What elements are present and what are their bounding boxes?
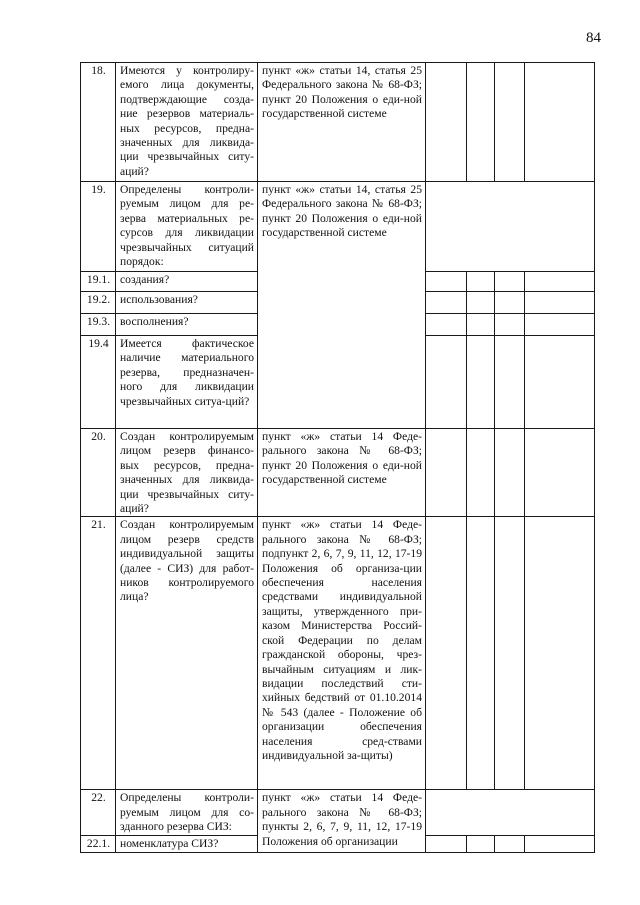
item-number: 22.	[81, 790, 116, 836]
answer-na-cell[interactable]	[495, 336, 525, 429]
note-cell[interactable]	[525, 429, 595, 517]
note-cell[interactable]	[525, 336, 595, 429]
note-cell[interactable]	[525, 292, 595, 314]
note-cell[interactable]	[525, 272, 595, 292]
question-text: Имеется фактическое наличие материального резерва, предназначен-ного для ликвидации чрезвычайных ситуа-ций?	[116, 336, 258, 429]
question-text: создания?	[116, 272, 258, 292]
answer-merged-cell	[426, 182, 595, 272]
question-text: восполнения?	[116, 314, 258, 336]
legal-reference: пункт «ж» статьи 14 Феде-рального закона № 68-ФЗ; пункт 20 Положения о еди-ной государственной системе	[258, 429, 426, 517]
item-number: 19.1.	[81, 272, 116, 292]
answer-no-cell[interactable]	[467, 336, 495, 429]
answer-no-cell[interactable]	[467, 836, 495, 852]
answer-no-cell[interactable]	[467, 517, 495, 790]
answer-na-cell[interactable]	[495, 272, 525, 292]
answer-no-cell[interactable]	[467, 63, 495, 182]
item-number: 19.	[81, 182, 116, 272]
answer-merged-cell	[426, 790, 595, 836]
answer-yes-cell[interactable]	[426, 836, 467, 852]
item-number: 21.	[81, 517, 116, 790]
answer-na-cell[interactable]	[495, 517, 525, 790]
legal-reference: пункт «ж» статьи 14, статья 25 Федерального закона № 68-ФЗ; пункт 20 Положения о еди-ной государственной системе	[258, 63, 426, 182]
answer-yes-cell[interactable]	[426, 272, 467, 292]
question-text: Создан контролируемым лицом резерв средств индивидуальной защиты (далее - СИЗ) для работ-ников контролируемого лица?	[116, 517, 258, 790]
question-text: Имеются у контролиру-емого лица документы, подтверждающие созда-ние резервов материаль-ных ресурсов, предна-значенных для ликвида-ции чрезвычайных ситу-аций?	[116, 63, 258, 182]
note-cell[interactable]	[525, 836, 595, 852]
checklist-table	[80, 62, 595, 853]
answer-yes-cell[interactable]	[426, 63, 467, 182]
note-cell[interactable]	[525, 63, 595, 182]
answer-yes-cell[interactable]	[426, 517, 467, 790]
answer-na-cell[interactable]	[495, 314, 525, 336]
item-number: 18.	[81, 63, 116, 182]
answer-no-cell[interactable]	[467, 429, 495, 517]
question-text: Определены контроли-руемым лицом для ре-зерва материальных ре-сурсов для ликвидации чрезвычайных ситуаций порядок:	[116, 182, 258, 272]
table-row	[81, 63, 595, 182]
item-number: 22.1.	[81, 836, 116, 852]
answer-yes-cell[interactable]	[426, 292, 467, 314]
page-number: 84	[586, 30, 601, 46]
legal-reference: пункт «ж» статьи 14, статья 25 Федерального закона № 68-ФЗ; пункт 20 Положения о еди-ной государственной системе	[258, 182, 426, 429]
note-cell[interactable]	[525, 314, 595, 336]
question-text: использования?	[116, 292, 258, 314]
table-row	[81, 429, 595, 517]
answer-yes-cell[interactable]	[426, 314, 467, 336]
answer-na-cell[interactable]	[495, 63, 525, 182]
table-row	[81, 182, 595, 272]
answer-no-cell[interactable]	[467, 292, 495, 314]
answer-no-cell[interactable]	[467, 272, 495, 292]
note-cell[interactable]	[525, 517, 595, 790]
question-text: номенклатура СИЗ?	[116, 836, 258, 852]
answer-yes-cell[interactable]	[426, 336, 467, 429]
answer-no-cell[interactable]	[467, 314, 495, 336]
answer-na-cell[interactable]	[495, 836, 525, 852]
answer-na-cell[interactable]	[495, 292, 525, 314]
answer-na-cell[interactable]	[495, 429, 525, 517]
item-number: 19.3.	[81, 314, 116, 336]
item-number: 20.	[81, 429, 116, 517]
answer-yes-cell[interactable]	[426, 429, 467, 517]
question-text: Создан контролируемым лицом резерв финансо-вых ресурсов, предна-значенных для ликвида-ции чрезвычайных ситу-аций?	[116, 429, 258, 517]
item-number: 19.2.	[81, 292, 116, 314]
table-row	[81, 790, 595, 836]
legal-reference: пункт «ж» статьи 14 Феде-рального закона № 68-ФЗ; подпункт 2, 6, 7, 9, 11, 12, 17-19 Положения об организа-ции обеспечения населения средствами индивидуальной защиты, утвержденного при-казом Министерства Россий-ской Федерации по делам гражданской обороны, чрез-вычайным ситуациям и лик-видации последствий сти-хийных бедствий от 01.10.2014 № 543 (далее - Положение об организации обеспечения населения сред-ствами индивидуальной за-щиты)	[258, 517, 426, 790]
legal-reference: пункт «ж» статьи 14 Феде-рального закона № 68-ФЗ; пункты 2, 6, 7, 9, 11, 12, 17-19 Положения об организации	[258, 790, 426, 852]
question-text: Определены контроли-руемым лицом для со-зданного резерва СИЗ:	[116, 790, 258, 836]
table-row	[81, 517, 595, 790]
item-number: 19.4	[81, 336, 116, 429]
